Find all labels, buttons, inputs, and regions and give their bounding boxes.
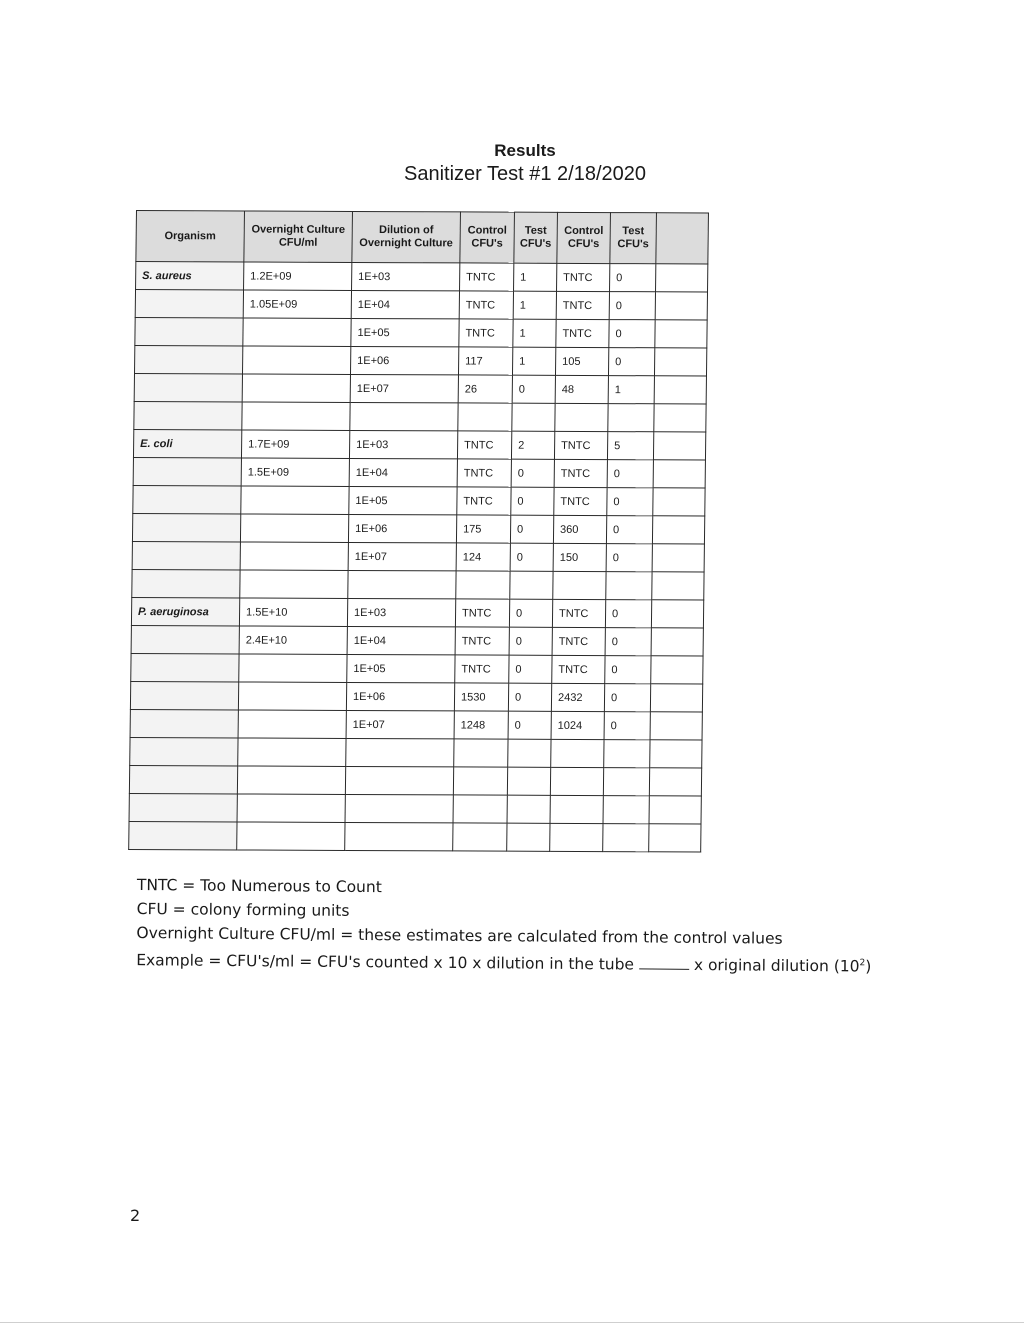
table-cell: TNTC bbox=[552, 627, 605, 655]
organism-cell: S. aureus bbox=[136, 262, 244, 290]
column-header: Control CFU's bbox=[557, 212, 611, 263]
note-example-superscript: 2 bbox=[859, 958, 866, 969]
table-cell: 0 bbox=[604, 684, 650, 712]
table-cell: 5 bbox=[607, 432, 653, 460]
table-cell: TNTC bbox=[556, 319, 609, 347]
table-cell: 1E+07 bbox=[348, 542, 456, 570]
table-cell bbox=[348, 570, 456, 598]
table-cell: 1248 bbox=[454, 711, 508, 739]
table-cell: 1.7E+09 bbox=[241, 430, 349, 458]
organism-cell bbox=[135, 346, 243, 374]
table-cell: 1024 bbox=[551, 711, 604, 739]
table-cell: 1.05E+09 bbox=[243, 290, 351, 318]
table-cell: TNTC bbox=[554, 459, 607, 487]
table-cell bbox=[649, 768, 701, 796]
table-cell bbox=[608, 404, 654, 432]
table-cell bbox=[603, 824, 649, 852]
table-cell: 1530 bbox=[454, 683, 508, 711]
table-cell: TNTC bbox=[459, 291, 513, 319]
table-row bbox=[131, 653, 703, 683]
table-cell: 150 bbox=[553, 543, 606, 571]
table-cell: 0 bbox=[609, 320, 655, 348]
table-cell: 1E+05 bbox=[349, 486, 457, 514]
table-cell bbox=[655, 292, 707, 320]
table-cell: 1 bbox=[514, 263, 557, 291]
table-cell: TNTC bbox=[552, 599, 605, 627]
table-row bbox=[135, 290, 707, 320]
table-cell bbox=[651, 628, 703, 656]
table-cell bbox=[649, 824, 701, 852]
table-cell: TNTC bbox=[457, 487, 511, 515]
table-cell: 1.2E+09 bbox=[244, 262, 352, 290]
table-cell: 2 bbox=[511, 431, 554, 459]
table-cell bbox=[656, 264, 708, 292]
table-cell: 0 bbox=[609, 292, 655, 320]
test-subtitle: Sanitizer Test #1 2/18/2020 bbox=[403, 163, 647, 185]
notes-section bbox=[136, 873, 897, 979]
organism-cell bbox=[134, 374, 242, 402]
table-cell: 0 bbox=[511, 459, 554, 487]
table-row bbox=[135, 318, 707, 348]
table-cell bbox=[653, 488, 705, 516]
table-cell: 175 bbox=[456, 515, 510, 543]
page-number: 2 bbox=[130, 1206, 141, 1225]
table-cell bbox=[242, 402, 350, 430]
table-cell: 1E+07 bbox=[346, 710, 454, 738]
table-cell bbox=[650, 684, 702, 712]
table-cell bbox=[652, 572, 704, 600]
table-cell: 1E+06 bbox=[346, 682, 454, 710]
table-cell bbox=[652, 516, 704, 544]
table-cell bbox=[240, 570, 348, 598]
table-cell bbox=[651, 600, 703, 628]
table-cell: TNTC bbox=[556, 291, 609, 319]
table-cell bbox=[454, 739, 508, 767]
table-cell: TNTC bbox=[552, 655, 605, 683]
table-cell: 1E+03 bbox=[347, 598, 455, 626]
table-cell bbox=[652, 544, 704, 572]
table-cell bbox=[453, 823, 507, 851]
table-cell bbox=[345, 794, 453, 822]
table-cell: TNTC bbox=[455, 627, 509, 655]
note-example bbox=[136, 945, 896, 979]
table-cell: 0 bbox=[604, 712, 650, 740]
table-cell bbox=[550, 795, 603, 823]
table-cell: TNTC bbox=[459, 319, 513, 347]
organism-cell bbox=[129, 793, 237, 821]
table-cell bbox=[241, 486, 349, 514]
table-cell bbox=[606, 572, 652, 600]
table-row bbox=[129, 765, 701, 795]
table-cell bbox=[238, 738, 346, 766]
table-cell bbox=[507, 767, 550, 795]
table-cell: 0 bbox=[607, 488, 653, 516]
organism-cell: P. aeruginosa bbox=[131, 597, 239, 625]
table-cell bbox=[507, 823, 550, 851]
table-cell: 0 bbox=[510, 515, 553, 543]
table-cell bbox=[512, 403, 555, 431]
table-cell bbox=[458, 403, 512, 431]
table-cell: 1E+04 bbox=[351, 290, 459, 318]
table-cell bbox=[345, 766, 453, 794]
table-row bbox=[136, 262, 708, 292]
table-cell: 360 bbox=[553, 515, 606, 543]
table-cell bbox=[237, 822, 345, 850]
table-row bbox=[129, 821, 701, 851]
table-cell bbox=[242, 374, 350, 402]
table-cell bbox=[346, 738, 454, 766]
table-cell: TNTC bbox=[455, 655, 509, 683]
table-cell: 0 bbox=[605, 628, 651, 656]
column-header: Test CFU's bbox=[610, 213, 657, 264]
table-cell: 1E+03 bbox=[352, 262, 460, 290]
organism-cell bbox=[131, 625, 239, 653]
organism-cell bbox=[133, 457, 241, 485]
results-table bbox=[128, 210, 709, 852]
organism-cell bbox=[135, 318, 243, 346]
table-cell bbox=[242, 346, 350, 374]
table-cell bbox=[649, 796, 701, 824]
table-row bbox=[132, 513, 704, 543]
table-cell bbox=[551, 739, 604, 767]
organism-cell bbox=[130, 737, 238, 765]
note-cfu: CFU = colony forming units bbox=[136, 899, 350, 920]
table-cell: 1 bbox=[513, 319, 556, 347]
table-cell: 0 bbox=[509, 627, 552, 655]
table-row bbox=[130, 737, 702, 767]
table-cell: 1E+07 bbox=[350, 374, 458, 402]
table-cell bbox=[603, 768, 649, 796]
table-cell: TNTC bbox=[554, 487, 607, 515]
table-cell bbox=[654, 376, 706, 404]
organism-cell bbox=[130, 681, 238, 709]
fill-in-blank bbox=[639, 955, 689, 970]
organism-cell bbox=[129, 765, 237, 793]
table-cell: 26 bbox=[458, 375, 512, 403]
table-cell: 0 bbox=[511, 487, 554, 515]
table-cell: 1.5E+10 bbox=[239, 598, 347, 626]
table-cell: TNTC bbox=[455, 599, 509, 627]
organism-cell: E. coli bbox=[133, 430, 241, 458]
note-overnight: Overnight Culture CFU/ml = these estimates are calculated from the control values bbox=[136, 923, 783, 948]
results-title: Results bbox=[494, 141, 556, 160]
table-cell bbox=[550, 823, 603, 851]
organism-cell bbox=[134, 402, 242, 430]
table-row bbox=[133, 430, 705, 460]
table-cell: 0 bbox=[510, 543, 553, 571]
table-cell: 105 bbox=[555, 347, 608, 375]
table-cell bbox=[240, 542, 348, 570]
table-cell bbox=[650, 740, 702, 768]
column-header: Control CFU's bbox=[460, 212, 515, 263]
table-row bbox=[131, 625, 703, 655]
table-cell: 1.5E+09 bbox=[241, 458, 349, 486]
table-cell: 0 bbox=[509, 655, 552, 683]
table-cell: 2.4E+10 bbox=[239, 626, 347, 654]
table-cell: 0 bbox=[606, 516, 652, 544]
table-cell: 0 bbox=[508, 711, 551, 739]
table-cell bbox=[238, 682, 346, 710]
scan-edge-line bbox=[0, 1322, 1024, 1323]
table-row bbox=[133, 457, 705, 487]
table-cell: TNTC bbox=[554, 431, 607, 459]
table-cell bbox=[239, 654, 347, 682]
table-cell bbox=[655, 320, 707, 348]
table-row bbox=[133, 485, 705, 515]
table-cell bbox=[238, 710, 346, 738]
table-cell bbox=[553, 571, 606, 599]
table-cell: 0 bbox=[605, 656, 651, 684]
table-cell: 1E+05 bbox=[351, 318, 459, 346]
table-cell: 0 bbox=[509, 599, 552, 627]
organism-cell bbox=[131, 653, 239, 681]
organism-cell bbox=[135, 290, 243, 318]
table-row bbox=[129, 793, 701, 823]
table-row bbox=[131, 597, 703, 627]
table-cell: 0 bbox=[610, 264, 656, 292]
table-cell: 1 bbox=[512, 347, 555, 375]
table-cell bbox=[453, 767, 507, 795]
table-cell: 117 bbox=[458, 347, 512, 375]
table-cell: TNTC bbox=[457, 459, 511, 487]
table-cell: 0 bbox=[607, 460, 653, 488]
table-cell bbox=[237, 794, 345, 822]
table-cell: 0 bbox=[605, 600, 651, 628]
table-cell: 0 bbox=[608, 348, 654, 376]
table-cell: 1E+05 bbox=[347, 654, 455, 682]
table-row bbox=[132, 569, 704, 599]
column-header bbox=[656, 213, 709, 264]
organism-cell bbox=[132, 541, 240, 569]
table-cell: TNTC bbox=[457, 431, 511, 459]
table-cell: 1E+06 bbox=[348, 514, 456, 542]
table-cell bbox=[603, 796, 649, 824]
table-cell: 124 bbox=[456, 543, 510, 571]
table-row bbox=[134, 374, 706, 404]
table-cell bbox=[654, 348, 706, 376]
table-body bbox=[129, 262, 708, 852]
note-example-end: x original dilution (10 bbox=[693, 956, 860, 976]
table-cell bbox=[650, 712, 702, 740]
table-cell: 1E+04 bbox=[349, 458, 457, 486]
column-header: Organism bbox=[136, 211, 245, 262]
table-cell: 1 bbox=[513, 291, 556, 319]
table-cell: 2432 bbox=[551, 683, 604, 711]
table-cell bbox=[653, 432, 705, 460]
table-cell bbox=[550, 767, 603, 795]
organism-cell bbox=[132, 513, 240, 541]
table-row bbox=[135, 346, 707, 376]
table-cell bbox=[243, 318, 351, 346]
table-cell: 0 bbox=[606, 544, 652, 572]
table-row bbox=[130, 681, 702, 711]
table-cell: 1E+04 bbox=[347, 626, 455, 654]
table-cell bbox=[453, 795, 507, 823]
table-row bbox=[132, 541, 704, 571]
organism-cell bbox=[133, 485, 241, 513]
table-cell: 1 bbox=[608, 376, 654, 404]
table-cell bbox=[604, 740, 650, 768]
organism-cell bbox=[130, 709, 238, 737]
table-cell bbox=[456, 571, 510, 599]
table-cell bbox=[651, 656, 703, 684]
column-header: Test CFU's bbox=[514, 212, 558, 263]
table-cell: TNTC bbox=[557, 263, 610, 291]
table-cell bbox=[237, 766, 345, 794]
organism-cell bbox=[132, 569, 240, 597]
table-cell bbox=[510, 571, 553, 599]
table-cell: 1E+03 bbox=[349, 430, 457, 458]
column-header: Overnight Culture CFU/ml bbox=[244, 211, 353, 262]
table-cell bbox=[345, 822, 453, 850]
table-cell bbox=[350, 402, 458, 430]
note-tntc: TNTC = Too Numerous to Count bbox=[136, 875, 382, 897]
table-cell: 0 bbox=[508, 683, 551, 711]
table-cell bbox=[654, 404, 706, 432]
table-header-row bbox=[136, 211, 709, 264]
table-cell bbox=[555, 403, 608, 431]
table-cell: 1E+06 bbox=[350, 346, 458, 374]
table-cell bbox=[508, 739, 551, 767]
organism-cell bbox=[129, 821, 237, 849]
table-cell bbox=[653, 460, 705, 488]
table-cell bbox=[507, 795, 550, 823]
column-header: Dilution of Overnight Culture bbox=[352, 211, 461, 262]
table-cell: 0 bbox=[512, 375, 555, 403]
table-cell: TNTC bbox=[460, 263, 514, 291]
table-row bbox=[130, 709, 702, 739]
note-example-start: Example = CFU's/ml = CFU's counted x 10 x dilution in the tube bbox=[136, 951, 635, 974]
note-example-close: ) bbox=[865, 957, 872, 976]
table-cell bbox=[240, 514, 348, 542]
table-row bbox=[134, 402, 706, 432]
table-cell: 48 bbox=[555, 375, 608, 403]
